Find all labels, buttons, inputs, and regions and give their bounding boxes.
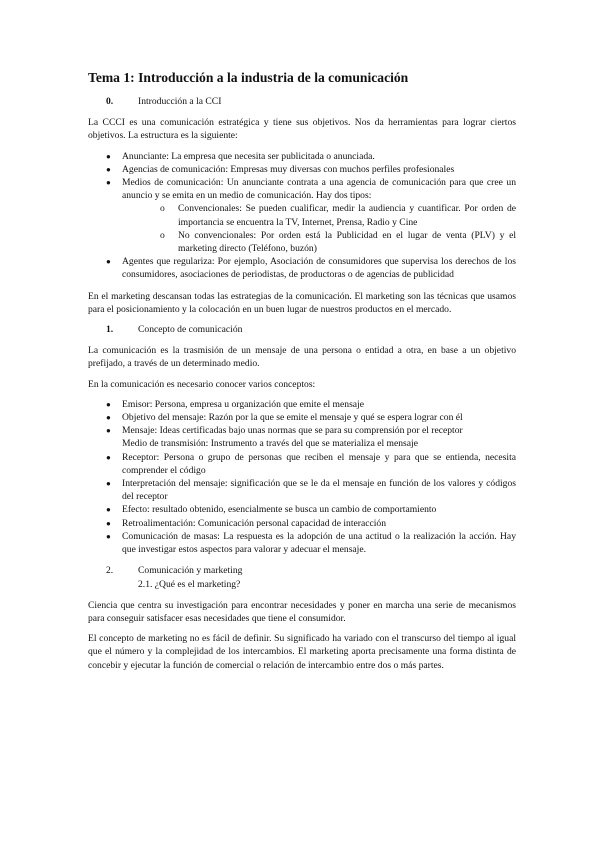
list-item: ● Agencias de comunicación: Empresas muy diversas con muchos perfiles profesionales	[88, 163, 516, 176]
list-item-text: Medios de comunicación: Un anunciante contrata a una agencia de comunicación para que cree un anuncio y se emita en un medio de comunicación. Hay dos tipos:	[122, 177, 516, 202]
section-number: 2.	[106, 565, 114, 577]
subsection-2-1: 2.1. ¿Qué es el marketing?	[138, 578, 241, 590]
list-item: ● Interpretación del mensaje: significación que se le da el mensaje en función de los valores y códigos del receptor	[88, 477, 516, 503]
concepts-list	[88, 398, 516, 556]
section-label: Concepto de comunicación	[138, 324, 243, 336]
document-page	[88, 70, 516, 679]
section-2-heading	[106, 564, 516, 577]
section-label: Introducción a la CCI	[138, 96, 222, 107]
list-item: ● Efecto: resultado obtenido, esencialmente se busca un cambio de comportamiento	[88, 503, 516, 516]
list-item: ● Emisor: Persona, empresa u organización que emite el mensaje	[88, 398, 516, 411]
list-item: ● Anunciante: La empresa que necesita ser publicitada o anunciada.	[88, 150, 516, 163]
intro-paragraph: La CCCI es una comunicación estratégica y tiene sus objetivos. Nos da herramientas para lograr ciertos objetivos. La estructura es la siguiente:	[88, 117, 516, 142]
marketing-concept: El concepto de marketing no es fácil de definir. Su significado ha variado con el transcurso del tiempo al igual que el número y la complejidad de los intercambios. El marketing aporta precisamente una forma distinta de concebir y ejecutar la función de comercial o relación de intercambio entre dos o más partes.	[88, 633, 516, 671]
section-0-heading	[106, 95, 516, 108]
marketing-definition: Ciencia que centra su investigación para encontrar necesidades y poner en marcha una serie de mecanismos para conseguir satisfacer esas necesidades que tiene el consumidor.	[88, 599, 516, 624]
section-1-heading	[106, 323, 516, 336]
section-label: Comunicación y marketing	[138, 565, 243, 577]
section-number: 1.	[106, 324, 114, 336]
list-item: ● Receptor: Persona o grupo de personas que reciben el mensaje y para que se entienda, necesita comprender el código	[88, 451, 516, 477]
list-item: ● Mensaje: Ideas certificadas bajo unas normas que se para su comprensión por el receptor	[88, 424, 516, 437]
list-item: ● Objetivo del mensaje: Razón por la que se emite el mensaje y qué se espera lograr con él	[88, 411, 516, 424]
concepts-intro: En la comunicación es necesario conocer varios conceptos:	[88, 378, 316, 390]
structure-list	[88, 150, 516, 282]
communication-definition: La comunicación es la trasmisión de un mensaje de una persona o entidad a otra, en base a un objetivo prefijado, a través de un determinado medio.	[88, 345, 516, 370]
list-item: ● Agentes que regulariza: Por ejemplo, Asociación de consumidores que supervisa los derechos de los consumidores, asociaciones de periodistas, de productoras o de agencias de publicidad	[88, 255, 516, 281]
list-item: ● Retroalimentación: Comunicación personal capacidad de interacción	[88, 517, 516, 530]
media-types-list	[122, 202, 516, 255]
list-item: ● Comunicación de masas: La respuesta es la adopción de una actitud o la realización la acción. Hay que investigar estos aspectos para valorar y adecuar el mensaje.	[88, 530, 516, 556]
list-item	[88, 176, 516, 255]
page-title: Tema 1: Introducción a la industria de la comunicación	[88, 70, 409, 85]
medio-line: Medio de transmisión: Instrumento a través del que se materializa el mensaje	[122, 438, 418, 450]
marketing-paragraph: En el marketing descansan todas las estrategias de la comunicación. El marketing son las técnicas que usamos para el posicionamiento y la colocación en un buen lugar de nuestros productos en el mercado.	[88, 290, 516, 315]
section-number: 0.	[106, 96, 114, 107]
sub-list-item: o No convencionales: Por orden está la Publicidad en el lugar de venta (PLV) y el marketing directo (Teléfono, buzón)	[122, 229, 516, 255]
sub-list-item: o Convencionales: Se pueden cualificar, medir la audiencia y cuantificar. Por orden de importancia se encuentra la TV, Internet, Prensa, Radio y Cine	[122, 202, 516, 228]
